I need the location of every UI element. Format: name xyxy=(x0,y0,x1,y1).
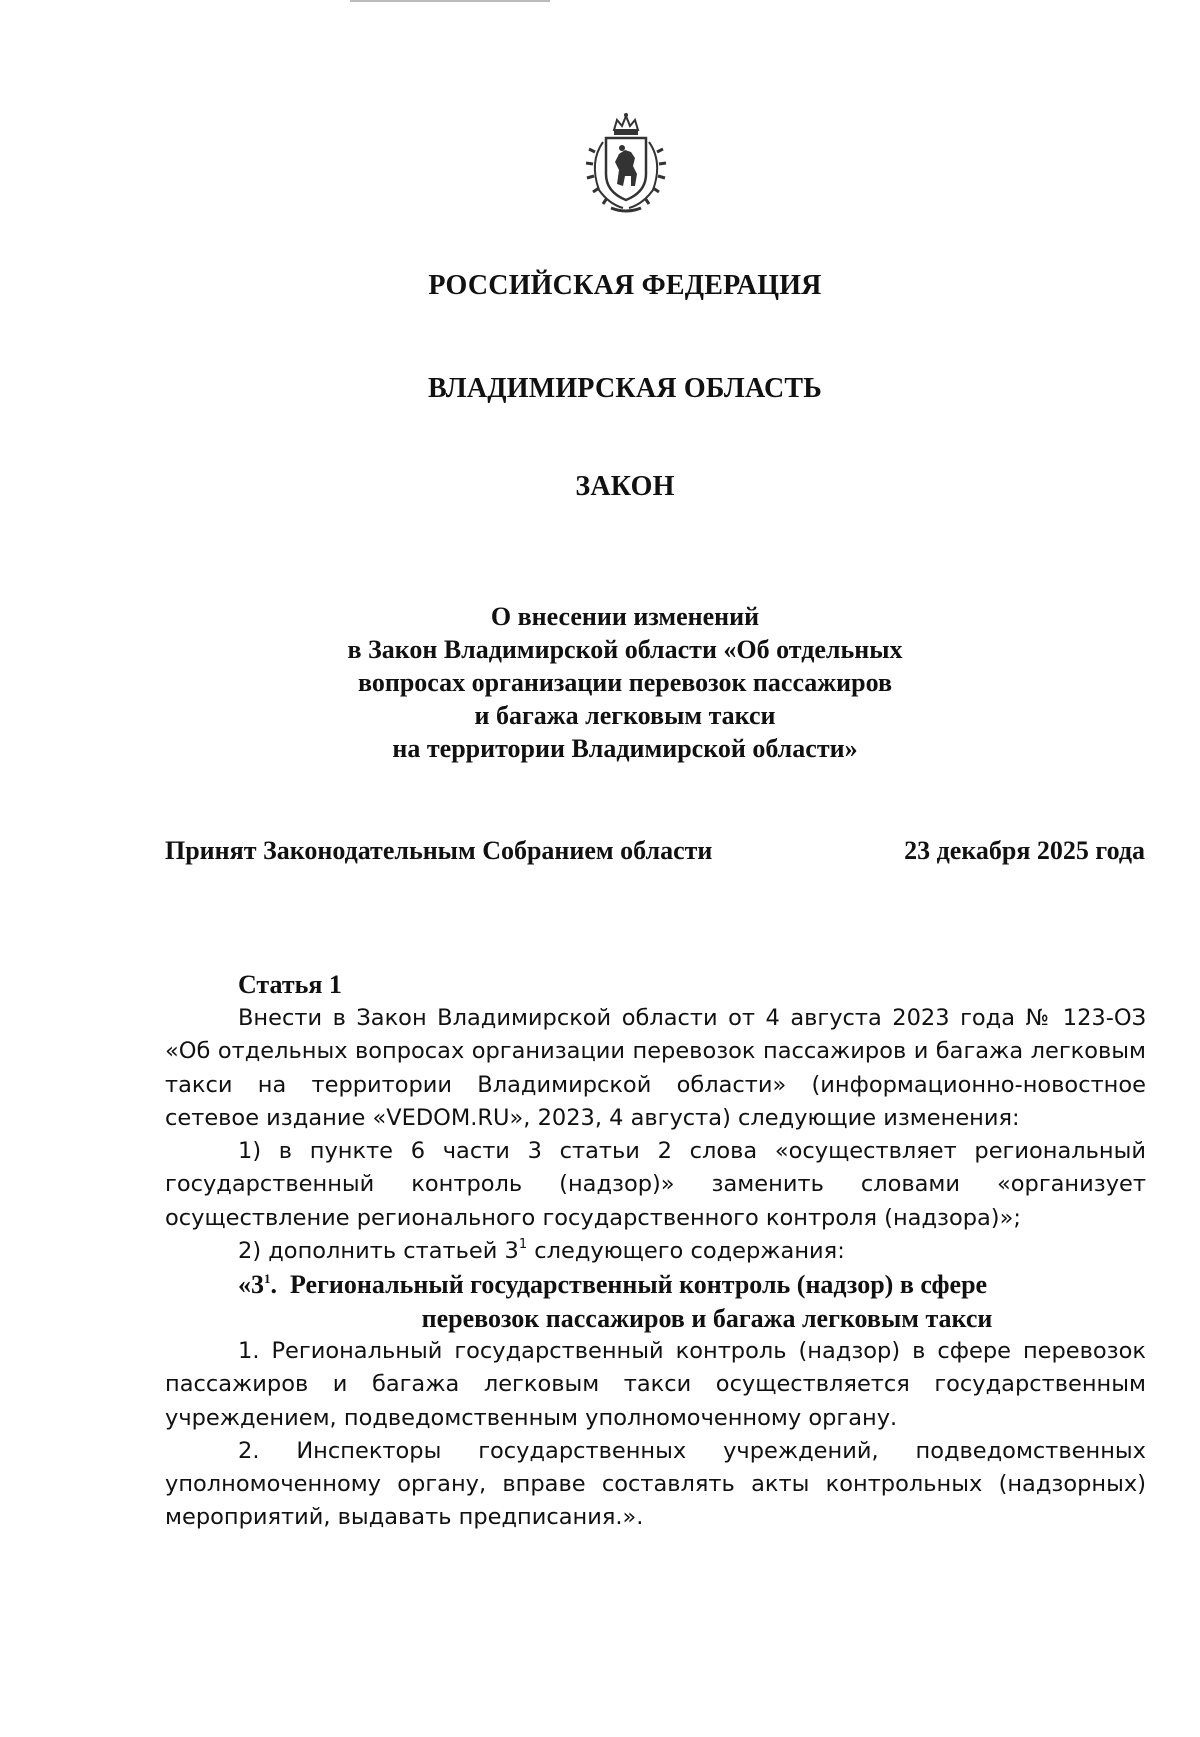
scan-artifact xyxy=(350,0,550,2)
adoption-label: Принят Законодательным Собранием области xyxy=(165,836,713,865)
law-title-line: вопросах организации перевозок пассажиров xyxy=(357,668,892,697)
article-heading: Статья 1 xyxy=(238,970,342,999)
article-body xyxy=(165,1002,1146,1535)
region-heading: ВЛАДИМИРСКАЯ ОБЛАСТЬ xyxy=(427,373,823,404)
superscript: 1 xyxy=(518,1237,528,1253)
new-article-title-line1: Региональный государственный контроль (надзор) в сфере xyxy=(290,1270,988,1300)
new-article-heading xyxy=(165,1268,1146,1335)
law-title-line: в Закон Владимирской области «Об отдельных xyxy=(347,635,903,664)
new-article-title-line2: перевозок пассажиров и багажа легковым такси xyxy=(421,1303,993,1333)
country-heading: РОССИЙСКАЯ ФЕДЕРАЦИЯ xyxy=(428,270,822,301)
superscript: 1 xyxy=(264,1271,271,1287)
new-article-point-2: 2. Инспекторы государственных учреждений, подведомственных уполномоченному органу, вправе составлять акты контрольных (надзорных) мероприятий, выдавать предписания.». xyxy=(165,1437,1146,1531)
new-article-number: «3 xyxy=(238,1270,264,1300)
vladimir-region-coat-of-arms-icon xyxy=(581,112,671,216)
law-title xyxy=(0,600,1200,765)
document-type-heading: ЗАКОН xyxy=(575,471,675,502)
amendment-item-2-text: 2) дополнить статьей 3 xyxy=(238,1238,519,1265)
adoption-date: 23 декабря 2025 года xyxy=(904,836,1145,865)
law-title-line: на территории Владимирской области» xyxy=(392,734,858,763)
amendment-item-1: 1) в пункте 6 части 3 статьи 2 слова «осуществляет региональный государственный контроль (надзор)» заменить словами «организует осуществление регионального государственного контроля (надзора)»; xyxy=(165,1138,1146,1231)
amendment-item-2-text-end: следующего содержания: xyxy=(527,1238,845,1265)
new-article-dot: . xyxy=(270,1270,277,1300)
adoption-line xyxy=(165,836,1145,866)
new-article-point-1: 1. Региональный государственный контроль (надзор) в сфере перевозок пассажиров и багажа легковым такси осуществляется государственным учреждением, подведомственным уполномоченному органу. xyxy=(165,1337,1146,1431)
law-title-line: и багажа легковым такси xyxy=(474,701,776,730)
amendment-item-2 xyxy=(165,1235,1146,1268)
article-intro-paragraph: Внести в Закон Владимирской области от 4 августа 2023 года № 123-ОЗ «Об отдельных вопросах организации перевозок пассажиров и багажа легковым такси на территории Владимирской области» (информационно-новостное сетевое издание «VEDOM.RU», 2023, 4 августа) следующие изменения: xyxy=(165,1005,1146,1131)
law-title-line: О внесении изменений xyxy=(490,602,760,631)
